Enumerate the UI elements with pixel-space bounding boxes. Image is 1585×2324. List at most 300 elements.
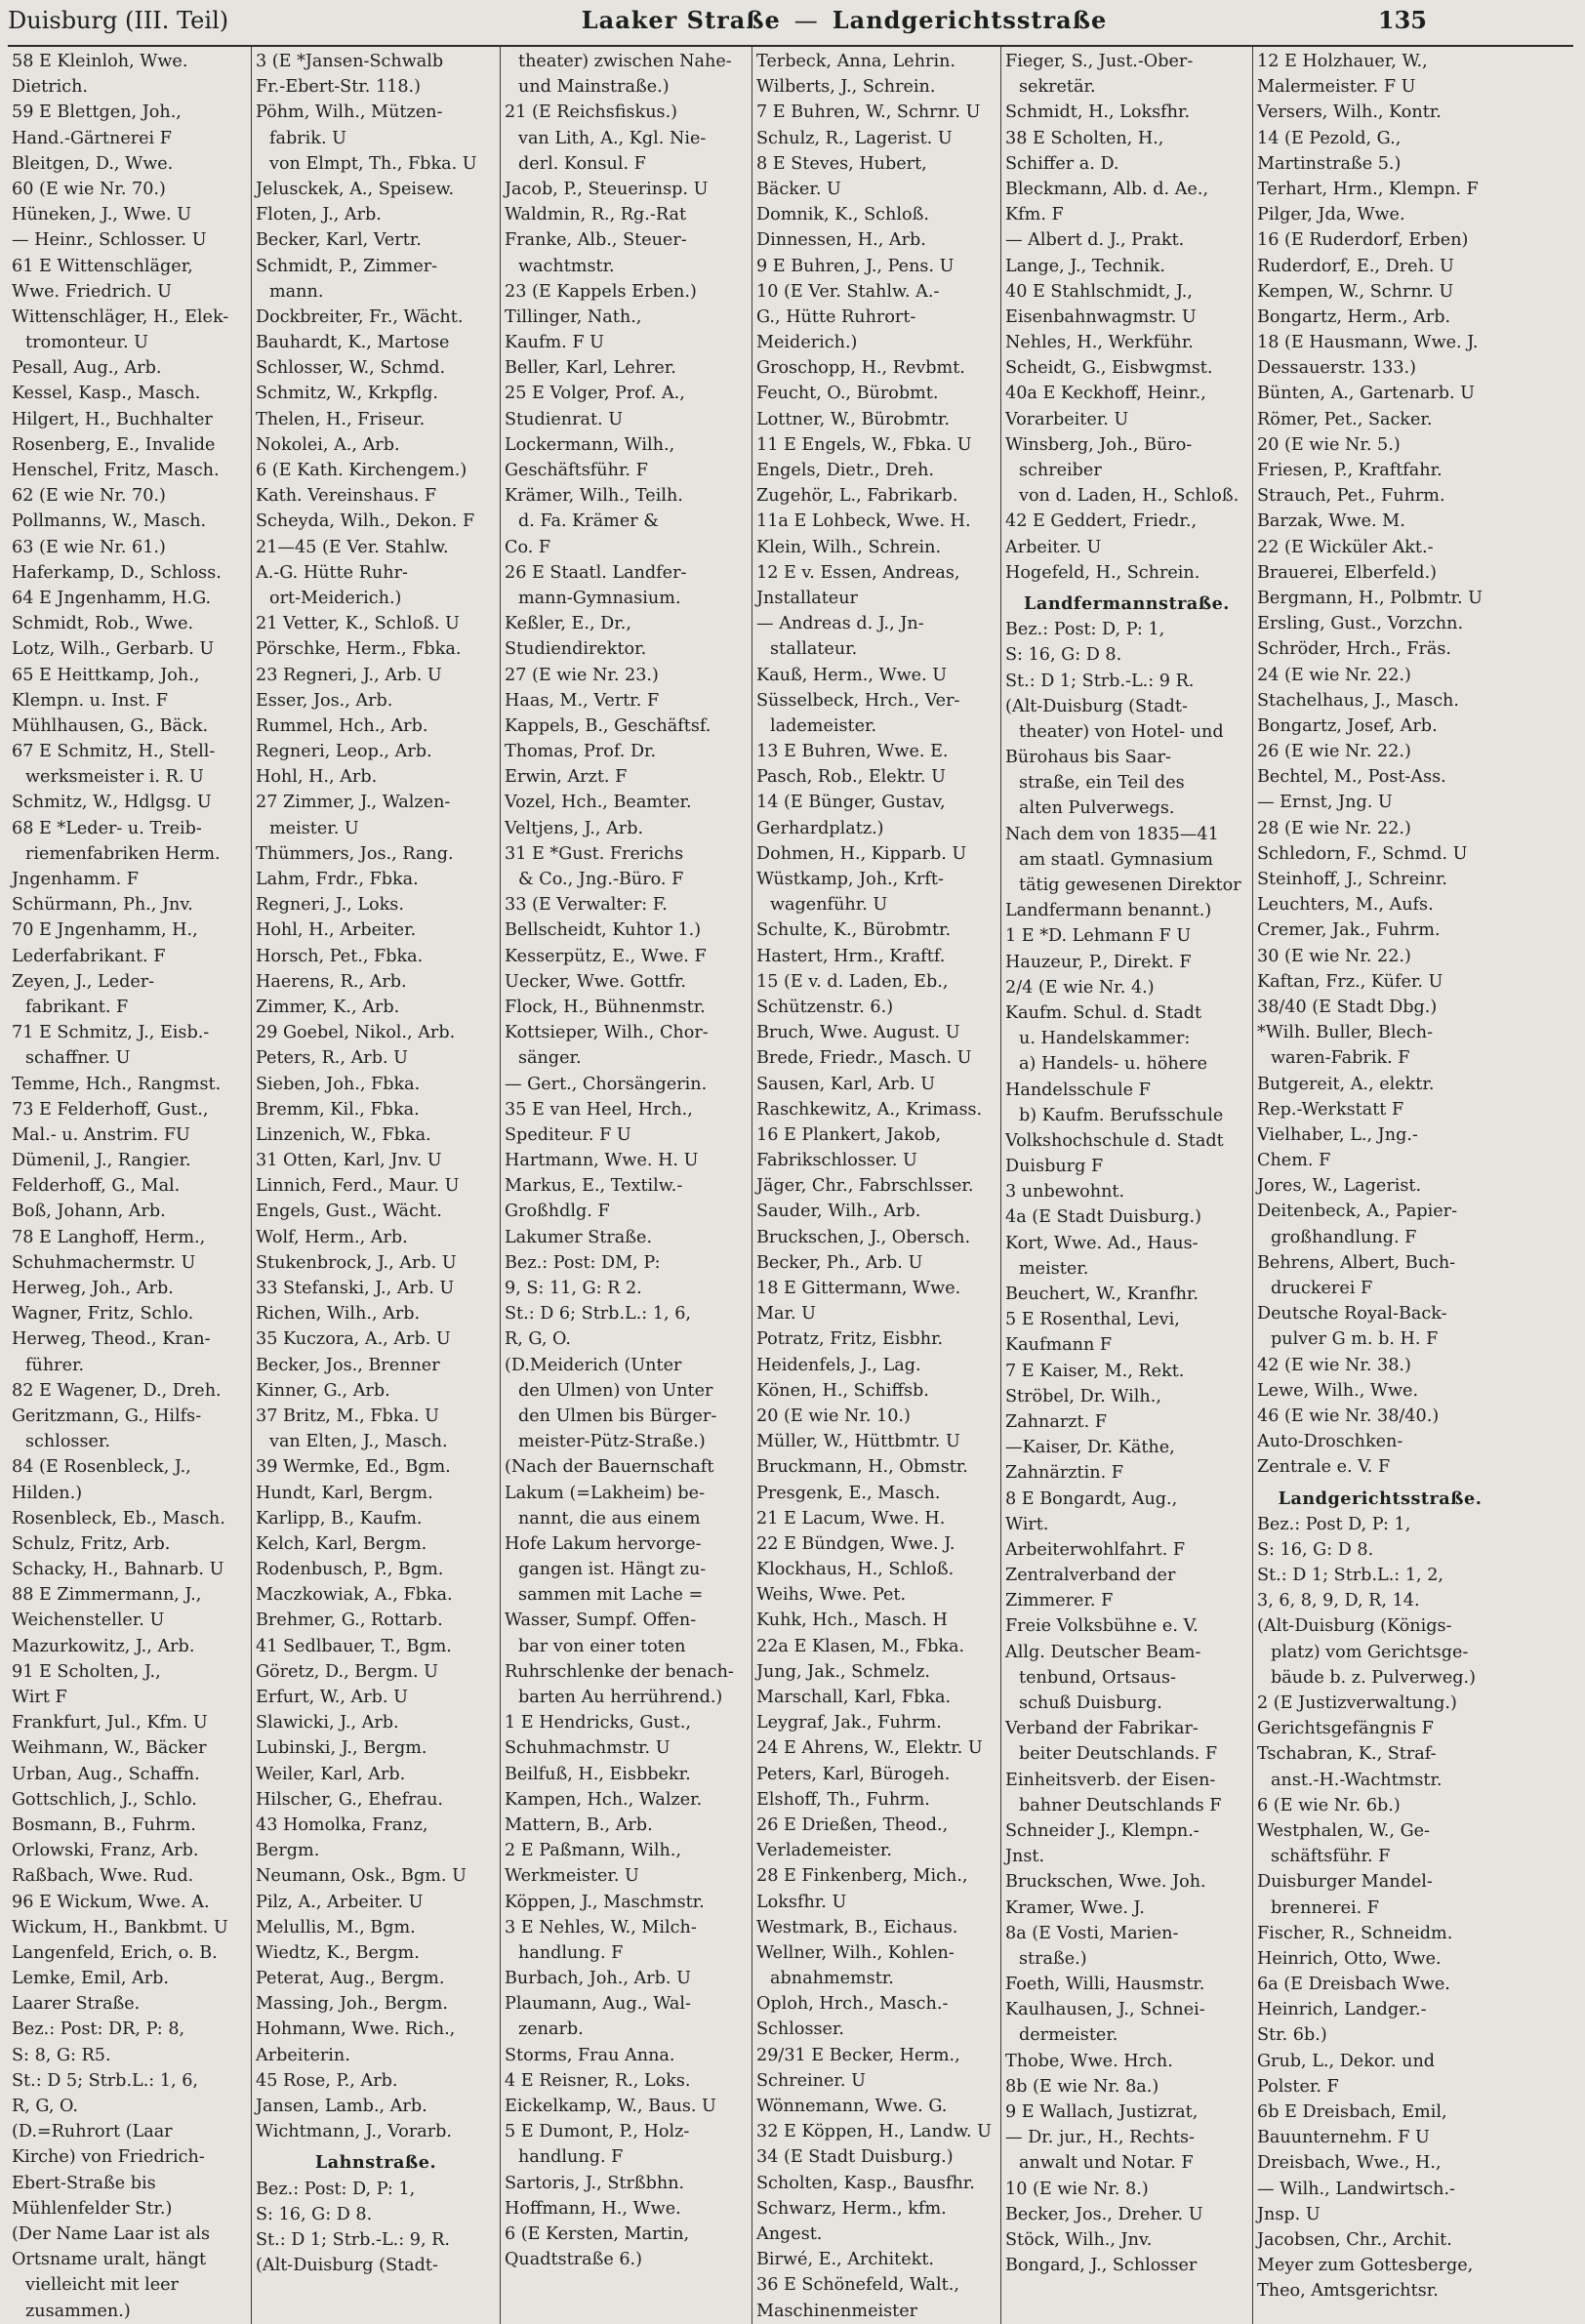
directory-line: Eickelkamp, W., Baus. U (505, 2097, 716, 2116)
directory-line: Bruch, Wwe. August. U (756, 1023, 960, 1043)
directory-line: tätig gewesenen Direktor (1019, 876, 1241, 895)
directory-line: Hilgert, H., Buchhalter (12, 409, 213, 429)
directory-line: 25 E Volger, Prof. A., (505, 384, 685, 404)
directory-line: Schröder, Hrch., Fräs. (1257, 639, 1452, 660)
directory-line: 7 E Buhren, W., Schrnr. U (756, 102, 981, 123)
directory-line: abnahmemstr. (770, 1969, 894, 1989)
directory-line: 65 E Heittkamp, Joh., (12, 665, 200, 685)
directory-line: Heinrich, Otto, Wwe. (1257, 1948, 1442, 1969)
directory-line: 28 E Finkenberg, Mich., (756, 1866, 968, 1887)
directory-line: Scholten, Kasp., Bausfhr. (756, 2173, 975, 2193)
directory-line: Weiler, Karl, Arb. (256, 1764, 406, 1784)
directory-line: Geschäftsführ. F (505, 461, 648, 480)
directory-line: Brauerei, Elberfeld.) (1257, 562, 1438, 583)
directory-line: Hohmann, Wwe. Rich., (256, 2019, 456, 2040)
directory-line: Becker, Jos., Brenner (256, 1355, 440, 1375)
directory-line: Lakum (=Lakheim) be- (505, 1483, 706, 1503)
directory-line: Müller, W., Hüttbmtr. U (756, 1432, 960, 1452)
directory-line: Waldmin, R., Rg.-Rat (505, 205, 687, 225)
directory-line: Maczkowiak, A., Fbka. (256, 1585, 453, 1606)
directory-line: Bruckschen, J., Obersch. (756, 1227, 971, 1247)
directory-line: 22a E Klasen, M., Fbka. (756, 1636, 965, 1656)
directory-line: Henschel, Fritz, Masch. (12, 461, 220, 480)
directory-line: Pollmanns, W., Masch. (12, 511, 207, 532)
directory-line: 26 E Staatl. Landfer- (505, 562, 687, 583)
directory-line: Kempen, W., Schrnr. U (1257, 281, 1454, 302)
directory-line: Thümmers, Jos., Rang. (256, 843, 454, 864)
directory-line: *Wilh. Buller, Blech- (1257, 1023, 1434, 1043)
directory-line: Raschkewitz, A., Krimass. (756, 1099, 983, 1120)
directory-line: Laarer Straße. (12, 1994, 141, 2015)
directory-line: 21 E Lacum, Wwe. H. (756, 1508, 946, 1529)
directory-line: Slawicki, J., Arb. (256, 1713, 399, 1733)
directory-line: Quadtstraße 6.) (505, 2250, 642, 2270)
directory-line: Kramer, Wwe. J. (1005, 1897, 1145, 1918)
directory-line: 21—45 (E Ver. Stahlw. (256, 537, 449, 557)
directory-line: Schulz, R., Lagerist. U (756, 128, 953, 148)
directory-line: — Albert d. J., Prakt. (1005, 230, 1185, 251)
directory-line: Schneider J., Klempn.- (1005, 1820, 1199, 1841)
directory-line: 2/4 (E wie Nr. 4.) (1005, 977, 1155, 998)
directory-line: G., Hütte Ruhrort- (756, 306, 916, 327)
directory-line: Floten, J., Arb. (256, 205, 382, 225)
directory-line: Geritzmann, G., Hilfs- (12, 1406, 202, 1426)
directory-line: Beuchert, W., Kranfhr. (1005, 1284, 1199, 1304)
directory-line: führer. (25, 1355, 85, 1375)
directory-line: Temme, Hch., Rangmst. (12, 1074, 222, 1094)
directory-column-1 (8, 47, 252, 2324)
directory-line: Meiderich.) (756, 333, 858, 353)
directory-line: Volkshochschule d. Stadt (1005, 1130, 1224, 1151)
directory-line: Deitenbeck, A., Papier- (1257, 1202, 1458, 1222)
directory-line: 23 (E Kappels Erben.) (505, 281, 697, 302)
directory-line: 18 (E Hausmann, Wwe. J. (1257, 333, 1479, 353)
directory-line: Kampen, Hch., Walzer. (505, 1789, 703, 1810)
directory-line: —Kaiser, Dr. Käthe, (1005, 1438, 1175, 1458)
directory-line: 9 E Wallach, Justizrat, (1005, 2102, 1199, 2122)
directory-line: 6 (E wie Nr. 6b.) (1257, 1795, 1401, 1815)
directory-line: Maschinenmeister (756, 2301, 918, 2321)
directory-line: — Ernst, Jng. U (1257, 793, 1393, 813)
directory-line: 6a (E Dreisbach Wwe. (1257, 1975, 1450, 1995)
directory-line: Bez.: Post D, P: 1, (1257, 1514, 1411, 1534)
directory-line: Lakumer Straße. (505, 1227, 653, 1247)
directory-line: St.: D 1; Strb.-L.: 9, R. (256, 2229, 450, 2250)
directory-line: Zimmer, K., Arb. (256, 997, 400, 1017)
directory-line: Bleitgen, D., Wwe. (12, 153, 174, 174)
directory-line: Pörschke, Herm., Fbka. (256, 639, 462, 660)
page-header (8, 6, 1573, 47)
directory-line: Fieger, S., Just.-Ober- (1005, 52, 1194, 71)
directory-line: Ersling, Gust., Vorzchn. (1257, 614, 1464, 634)
directory-line: 26 E Drießen, Theod., (756, 1814, 949, 1835)
directory-line: Flock, H., Bühnenmstr. (505, 997, 706, 1017)
directory-line: Rosenbleck, Eb., Masch. (12, 1508, 225, 1529)
directory-line: Jngenhamm. F (12, 870, 139, 889)
directory-line: Allg. Deutscher Beam- (1005, 1642, 1201, 1662)
directory-line: druckerei F (1271, 1279, 1373, 1298)
directory-line: Burbach, Joh., Arb. U (505, 1969, 691, 1989)
directory-line: Lubinski, J., Bergm. (256, 1738, 427, 1759)
directory-line: R, G, O. (12, 2097, 79, 2116)
directory-line: platz) vom Gerichtsge- (1271, 1642, 1469, 1662)
directory-line: 42 E Geddert, Friedr., (1005, 511, 1198, 532)
directory-line: Jacobsen, Chr., Archit. (1257, 2229, 1452, 2250)
directory-line: Herweg, Theod., Kran- (12, 1329, 211, 1350)
directory-line: Jores, W., Lagerist. (1257, 1176, 1422, 1197)
directory-line: Beilfuß, H., Eisbbekr. (505, 1764, 691, 1784)
directory-line: Schwarz, Herm., kfm. (756, 2198, 947, 2219)
directory-line: Kaftan, Frz., Küfer. U (1257, 971, 1443, 992)
directory-line: Peters, R., Arb. U (256, 1048, 408, 1069)
directory-line: 1 E *D. Lehmann F U (1005, 926, 1192, 947)
directory-line: von Elmpt, Th., Fbka. U (269, 153, 477, 174)
directory-line: wagenführ. U (770, 895, 888, 916)
directory-line: vielleicht mit leer (25, 2275, 179, 2296)
directory-line: Bäcker. U (756, 179, 841, 199)
directory-line: Gottschlich, J., Schlo. (12, 1789, 197, 1810)
directory-line: 40 E Stahlschmidt, J., (1005, 281, 1193, 302)
directory-line: Lottner, W., Bürobmtr. (756, 409, 950, 429)
directory-line: tenbund, Ortsaus- (1019, 1667, 1176, 1688)
directory-line: sammen mit Lache = (518, 1585, 704, 1606)
directory-line: Kelch, Karl, Bergm. (256, 1533, 427, 1554)
directory-line: Schlosser. (756, 2019, 844, 2040)
directory-line: 9, S: 11, G: R 2. (505, 1279, 642, 1298)
directory-line: anwalt und Notar. F (1019, 2153, 1194, 2174)
directory-line: Franke, Alb., Steuer- (505, 230, 687, 251)
directory-line: 10 (E Ver. Stahlw. A.- (756, 281, 940, 302)
directory-line: Hauzeur, P., Direkt. F (1005, 952, 1192, 972)
directory-line: Stachelhaus, J., Masch. (1257, 690, 1459, 711)
directory-line: Haerens, R., Arb. (256, 971, 407, 992)
directory-columns (8, 47, 1573, 2321)
directory-line: fabrik. U (269, 128, 346, 148)
directory-line: Weihmann, W., Bäcker (12, 1738, 207, 1759)
directory-line: Urban, Aug., Schaffn. (12, 1764, 200, 1784)
directory-line: Behrens, Albert, Buch- (1257, 1252, 1456, 1273)
directory-line: S: 16, G: D 8. (256, 2204, 373, 2224)
directory-line: Leuchters, M., Aufs. (1257, 895, 1434, 916)
directory-line: Schuhmachmstr. U (505, 1738, 671, 1759)
directory-line: meister-Pütz-Straße.) (518, 1432, 706, 1452)
directory-line: mann. (269, 281, 324, 302)
directory-line: Stukenbrock, J., Arb. U (256, 1252, 457, 1273)
directory-line: 16 (E Ruderdorf, Erben) (1257, 230, 1469, 251)
directory-line: Dohmen, H., Kipparb. U (756, 843, 967, 864)
directory-line: Wagner, Fritz, Schlo. (12, 1304, 194, 1325)
directory-line: Thobe, Wwe. Hrch. (1005, 2051, 1173, 2071)
directory-line: Loksfhr. U (756, 1892, 847, 1912)
directory-line: Wirt. (1005, 1514, 1049, 1534)
directory-line: Schulte, K., Bürobmtr. (756, 920, 952, 941)
directory-line: 20 (E wie Nr. 10.) (756, 1406, 911, 1426)
directory-line: 5 E Rosenthal, Levi, (1005, 1310, 1180, 1330)
directory-line: Wiedtz, K., Bergm. (256, 1942, 420, 1963)
directory-line: Hilscher, G., Ehefrau. (256, 1789, 444, 1810)
directory-line: Wwe. Friedrich. U (12, 281, 172, 302)
directory-line: — Wilh., Landwirtsch.- (1257, 2179, 1456, 2199)
directory-line: schaffner. U (25, 1048, 131, 1069)
directory-line: (Alt-Duisburg (Königs- (1257, 1616, 1452, 1637)
directory-line: Mar. U (756, 1304, 816, 1325)
directory-line: lademeister. (770, 715, 877, 736)
directory-line: St.: D 6; Strb.L.: 1, 6, (505, 1304, 691, 1325)
directory-line: 23 Regneri, J., Arb. U (256, 665, 442, 685)
directory-line: 29 Goebel, Nikol., Arb. (256, 1023, 456, 1043)
directory-line: 63 (E wie Nr. 61.) (12, 537, 166, 557)
directory-line: Schmitz, W., Krkpflg. (256, 384, 438, 404)
directory-line: Steinhoff, J., Schreinr. (1257, 870, 1448, 889)
directory-line: Herweg, Joh., Arb. (12, 1279, 174, 1298)
directory-line: Lederfabrikant. F (12, 946, 166, 966)
directory-line: van Elten, J., Masch. (269, 1432, 448, 1452)
directory-line: Landfermannstraße. (1024, 592, 1230, 614)
directory-line: mann-Gymnasium. (518, 588, 681, 608)
directory-line: gangen ist. Hängt zu- (518, 1560, 707, 1580)
directory-line: Lahnstraße. (314, 2152, 437, 2174)
directory-line: St.: D 1; Strb.L.: 1, 2, (1257, 1566, 1443, 1586)
directory-line: 6b E Dreisbach, Emil, (1257, 2102, 1447, 2122)
directory-line: Lahm, Frdr., Fbka. (256, 870, 419, 889)
directory-line: Jäger, Chr., Fabrschlsser. (756, 1176, 974, 1197)
directory-line: Fabrikschlosser. U (756, 1151, 917, 1171)
directory-line: Bellscheidt, Kuhtor 1.) (505, 920, 702, 941)
directory-column-3 (501, 47, 752, 2324)
directory-line: Zimmerer. F (1005, 1591, 1114, 1611)
directory-line: S: 8, G: R5. (12, 2045, 111, 2065)
directory-line: Wichtmann, J., Vorarb. (256, 2122, 452, 2142)
header-street-to: Landgerichtsstraße (832, 6, 1108, 34)
directory-line: (Nach der Bauernschaft (505, 1457, 714, 1478)
directory-line: Storms, Frau Anna. (505, 2045, 675, 2065)
directory-line: Zahnärztin. F (1005, 1463, 1123, 1484)
directory-line: Rep.-Werkstatt F (1257, 1099, 1404, 1120)
page-number: 135 (1377, 6, 1427, 34)
directory-line: Becker, Jos., Dreher. U (1005, 2204, 1203, 2224)
directory-line: den Ulmen) von Unter (518, 1380, 713, 1401)
directory-line: 3 unbewohnt. (1005, 1182, 1125, 1203)
directory-line: Karlipp, B., Kaufm. (256, 1508, 423, 1529)
directory-line: theater) zwischen Nahe- (518, 52, 732, 71)
directory-line: Wirt F (12, 1688, 67, 1707)
directory-line: 11 E Engels, W., Fbka. U (756, 434, 972, 455)
directory-line: Melullis, M., Bgm. (256, 1917, 416, 1937)
directory-line: 36 E Schönefeld, Walt., (756, 2275, 959, 2296)
directory-line: werksmeister i. R. U (25, 767, 204, 788)
directory-line: Pöhm, Wilh., Mützen- (256, 102, 443, 123)
directory-line: Lemke, Emil, Arb. (12, 1969, 169, 1989)
directory-line: Orlowski, Franz, Arb. (12, 1841, 199, 1861)
directory-line: Klockhaus, H., Schloß. (756, 1560, 955, 1580)
directory-line: Landgerichtsstraße. (1278, 1488, 1483, 1509)
directory-line: Schuhmachermstr. U (12, 1252, 196, 1273)
directory-line: 28 (E wie Nr. 22.) (1257, 818, 1411, 838)
directory-line: 38/40 (E Stadt Dbg.) (1257, 997, 1438, 1017)
directory-line: Ebert-Straße bis (12, 2173, 156, 2193)
directory-line: Dreisbach, Wwe., H., (1257, 2153, 1442, 2174)
directory-line: Markus, E., Textilw.- (505, 1176, 683, 1197)
directory-line: bäude b. z. Pulverweg.) (1271, 1667, 1476, 1688)
directory-line: St.: D 1; Strb.-L.: 9 R. (1005, 671, 1195, 691)
directory-line: Linzenich, W., Fbka. (256, 1124, 431, 1145)
directory-line: — Gert., Chorsängerin. (505, 1074, 708, 1094)
directory-line: Duisburg F (1005, 1157, 1104, 1177)
directory-line: Strauch, Pet., Fuhrm. (1257, 486, 1445, 507)
directory-line: dermeister. (1019, 2025, 1118, 2046)
directory-line: Sausen, Karl, Arb. U (756, 1074, 936, 1094)
directory-line: 4a (E Stadt Duisburg.) (1005, 1207, 1201, 1228)
directory-line: Handelsschule F (1005, 1080, 1151, 1100)
directory-line: Fischer, R., Schneidm. (1257, 1923, 1453, 1943)
directory-line: Wasser, Sumpf. Offen- (505, 1610, 697, 1631)
directory-line: Sauder, Wilh., Arb. (756, 1202, 921, 1222)
directory-line: barten Au herrührend.) (518, 1688, 723, 1707)
directory-line: Becker, Ph., Arb. U (756, 1252, 923, 1273)
directory-line: van Lith, A., Kgl. Nie- (518, 128, 707, 148)
directory-line: Freie Volksbühne e. V. (1005, 1616, 1199, 1637)
directory-line: 29/31 E Becker, Herm., (756, 2045, 960, 2065)
directory-line: Bruckmann, H., Obmstr. (756, 1457, 968, 1478)
directory-line: Haas, M., Vertr. F (505, 690, 660, 711)
directory-line: theater) von Hotel- und (1019, 721, 1224, 742)
directory-line: Zeyen, J., Leder- (12, 971, 155, 992)
directory-line: Dietrich. (12, 77, 89, 98)
directory-line: Kottsieper, Wilh., Chor- (505, 1023, 709, 1043)
directory-line: Angest. (756, 2223, 823, 2244)
directory-line: Fr.-Ebert-Str. 118.) (256, 77, 421, 98)
directory-line: Hoffmann, H., Wwe. (505, 2198, 681, 2219)
directory-line: S: 16, G: D 8. (1005, 645, 1122, 666)
directory-line: Süsselbeck, Hrch., Ver- (756, 690, 960, 711)
directory-line: 82 E Wagener, D., Dreh. (12, 1380, 222, 1401)
directory-line: (Alt-Duisburg (Stadt- (256, 2256, 438, 2276)
directory-line: Wönnemann, Wwe. G. (756, 2097, 948, 2116)
directory-line: Jnsp. U (1257, 2204, 1321, 2224)
directory-line: 20 (E wie Nr. 5.) (1257, 434, 1401, 455)
directory-line: Engels, Dietr., Dreh. (756, 461, 935, 480)
directory-line: Kort, Wwe. Ad., Haus- (1005, 1233, 1199, 1253)
directory-line: 24 (E wie Nr. 22.) (1257, 665, 1411, 685)
directory-line: Auto-Droschken- (1257, 1432, 1403, 1452)
directory-line: Bez.: Post: D, P: 1, (256, 2179, 416, 2199)
directory-line: 16 E Plankert, Jakob, (756, 1124, 942, 1145)
directory-line: Scheyda, Wilh., Dekon. F (256, 511, 475, 532)
directory-line: Butgereit, A., elektr. (1257, 1074, 1435, 1094)
directory-line: Veltjens, J., Arb. (505, 818, 644, 838)
directory-line: Becker, Karl, Vertr. (256, 230, 422, 251)
directory-line: 42 (E wie Nr. 38.) (1257, 1355, 1411, 1375)
directory-line: Keßler, E., Dr., (505, 614, 631, 634)
header-street-from: Laaker Straße (581, 6, 781, 34)
directory-line: Bergmann, H., Polbmtr. U (1257, 588, 1483, 608)
directory-line: 22 (E Wicküler Akt.- (1257, 537, 1434, 557)
directory-line: St.: D 5; Strb.L.: 1, 6, (12, 2070, 198, 2091)
directory-line: Bez.: Post: DM, P: (505, 1252, 661, 1273)
directory-line: Weichensteller. U (12, 1610, 165, 1631)
directory-line: straße.) (1019, 1948, 1087, 1969)
directory-line: Engels, Gust., Wächt. (256, 1202, 442, 1222)
directory-line: Lange, J., Technik. (1005, 256, 1166, 276)
directory-line: 8a (E Vosti, Marien- (1005, 1923, 1179, 1943)
directory-line: Zentrale e. V. F (1257, 1457, 1391, 1478)
directory-line: handlung. F (518, 2147, 624, 2168)
directory-line: schuß Duisburg. (1019, 1693, 1162, 1713)
directory-line: Richen, Wilh., Arb. (256, 1304, 421, 1325)
directory-line: Potratz, Fritz, Eisbhr. (756, 1329, 944, 1350)
directory-line: Bez.: Post: DR, P: 8, (12, 2019, 185, 2040)
directory-line: 62 (E wie Nr. 70.) (12, 486, 166, 507)
directory-line: Schmidt, Rob., Wwe. (12, 614, 194, 634)
directory-line: Dessauerstr. 133.) (1257, 358, 1417, 379)
directory-line: Boß, Johann, Arb. (12, 1202, 166, 1222)
directory-line: Meyer zum Gottesberge, (1257, 2256, 1474, 2276)
directory-line: 43 Homolka, Franz, (256, 1814, 428, 1835)
directory-line: Terhart, Hrm., Klempn. F (1257, 179, 1479, 199)
directory-line: Zahnarzt. F (1005, 1411, 1108, 1432)
directory-line: Ortsname uralt, hängt (12, 2250, 207, 2270)
directory-line: alten Pulverwegs. (1019, 798, 1175, 819)
directory-line: 30 (E wie Nr. 22.) (1257, 946, 1411, 966)
directory-line: 78 E Langhoff, Herm., (12, 1227, 206, 1247)
directory-line: Deutsche Royal-Back- (1257, 1304, 1447, 1325)
directory-line: Massing, Joh., Bergm. (256, 1994, 449, 2015)
directory-line: Vorarbeiter. U (1005, 409, 1129, 429)
directory-line: u. Handelskammer: (1019, 1029, 1191, 1049)
directory-line: 33 Stefanski, J., Arb. U (256, 1279, 455, 1298)
directory-line: 11a E Lohbeck, Wwe. H. (756, 511, 971, 532)
directory-line: Westphalen, W., Ge- (1257, 1820, 1430, 1841)
directory-line: Presgenk, E., Masch. (756, 1483, 941, 1503)
directory-line: 27 (E wie Nr. 23.) (505, 665, 659, 685)
directory-line: Sartoris, J., Strßbhn. (505, 2173, 685, 2193)
directory-line: 91 E Scholten, J., (12, 1661, 161, 1682)
directory-line: fabrikant. F (25, 997, 129, 1017)
directory-line: Kirche) von Friedrich- (12, 2147, 205, 2168)
directory-line: schreiber (1019, 461, 1102, 480)
directory-line: Jacob, P., Steuerinsp. U (505, 179, 709, 199)
directory-line: wachtmstr. (518, 256, 615, 276)
directory-line: Schürmann, Ph., Jnv. (12, 895, 193, 916)
directory-column-4 (752, 47, 1001, 2324)
directory-line: Einheitsverb. der Eisen- (1005, 1770, 1216, 1790)
directory-line: A.-G. Hütte Ruhr- (256, 562, 408, 583)
directory-line: Rummel, Hch., Arb. (256, 715, 428, 736)
directory-line: Rosenberg, E., Invalide (12, 434, 216, 455)
directory-line: Brehmer, G., Rottarb. (256, 1610, 443, 1631)
directory-line: 39 Wermke, Ed., Bgm. (256, 1457, 451, 1478)
directory-line: Verlademeister. (756, 1841, 893, 1861)
directory-line: Regneri, J., Loks. (256, 895, 404, 916)
header-section-title: Duisburg (III. Teil) (8, 7, 229, 34)
header-street-range (379, 6, 1310, 34)
directory-line: Göretz, D., Bergm. U (256, 1661, 438, 1682)
directory-line: R, G, O. (505, 1329, 572, 1350)
directory-line: 8b (E wie Nr. 8a.) (1005, 2076, 1159, 2097)
directory-line: 3 (E *Jansen-Schwalb (256, 52, 444, 71)
directory-line: 24 E Ahrens, W., Elektr. U (756, 1738, 983, 1759)
directory-line: 59 E Blettgen, Joh., (12, 102, 182, 123)
directory-line: Wüstkamp, Joh., Krft- (756, 870, 944, 889)
directory-line: derl. Konsul. F (518, 153, 646, 174)
directory-line: 12 E Holzhauer, W., (1257, 52, 1428, 71)
directory-line: 15 (E v. d. Laden, Eb., (756, 971, 949, 992)
directory-line: Jnst. (1005, 1847, 1045, 1867)
directory-line: Erfurt, W., Arb. U (256, 1688, 408, 1707)
directory-line: b) Kaufm. Berufsschule (1019, 1105, 1224, 1125)
directory-line: 45 Rose, P., Arb. (256, 2070, 398, 2091)
directory-line: ort-Meiderich.) (269, 588, 402, 608)
